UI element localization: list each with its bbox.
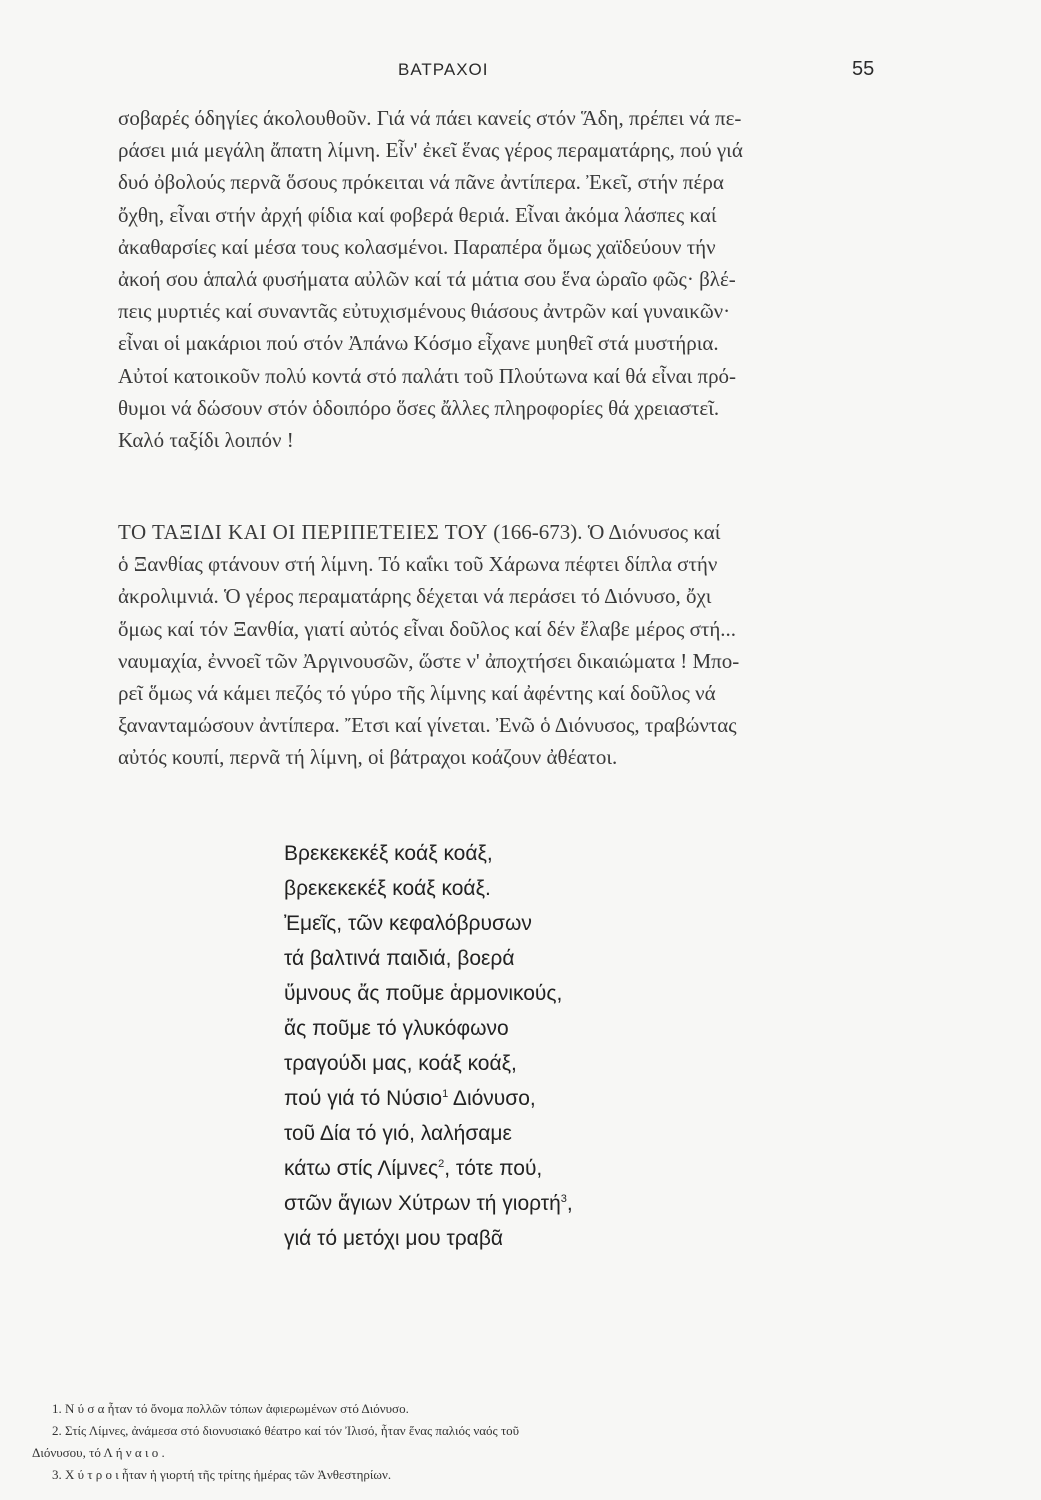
verse-text: ὕμνους ἄς ποῦμε ἁρμονικούς,	[284, 982, 563, 1005]
footnote-text: Στίς Λίμνες, ἀνάμεσα στό διονυσιακό θέατρο καί τόν Ἰλισό, ἦταν ἕνας παλιός ναός τοῦ	[65, 1423, 520, 1438]
verse-text: κάτω στίς Λίμνες	[284, 1157, 439, 1180]
poem-verse	[284, 1221, 573, 1256]
running-title: ΒΑΤΡΑΧΟΙ	[398, 60, 489, 79]
verse-text: βρεκεκεκέξ κοάξ κοάξ.	[284, 877, 491, 900]
verse-text-after: Διόνυσο,	[448, 1087, 536, 1110]
verse-text: πού γιά τό Νύσιο	[284, 1087, 443, 1110]
footnote-ref-2[interactable]: 2	[438, 1158, 445, 1170]
poem-verse	[284, 976, 573, 1011]
footnote-text: Διόνυσου, τό Λ ή ν α ι ο .	[32, 1445, 165, 1460]
text-line: δυό ὀβολούς περνᾶ ὅσους πρόκειται νά πᾶνε ἀντίπερα. Ἐκεῖ, στήν πέρα	[118, 170, 724, 195]
text-line: ἀκαθαρσίες καί μέσα τους κολασμένοι. Παραπέρα ὅμως χαϊδεύουν τήν	[118, 234, 716, 259]
verse-text: ἄς ποῦμε τό γλυκόφωνο	[284, 1017, 509, 1040]
poem	[284, 836, 573, 1256]
text-line: ξανανταμώσουν ἀντίπερα. Ἔτσι καί γίνεται. Ἐνῶ ὁ Διόνυσος, τραβώντας	[118, 713, 737, 738]
footnote-3	[24, 1464, 884, 1486]
footnote-number: 2.	[52, 1423, 62, 1438]
text-line: ρεῖ ὅμως νά κάμει πεζός τό γύρο τῆς λίμνης καί ἀφέντης καί δοῦλος νά	[118, 680, 716, 705]
text-line: θυμοι νά δώσουν στόν ὁδοιπόρο ὅσες ἄλλες πληροφορίες θά χρειαστεῖ.	[118, 395, 720, 420]
text-line: ὁ Ξανθίας φτάνουν στή λίμνη. Τό καΐκι τοῦ Χάρωνα πέφτει δίπλα στήν	[118, 552, 718, 577]
poem-verse	[284, 871, 573, 906]
poem-verse	[284, 1046, 573, 1081]
footnote-2	[24, 1420, 884, 1442]
poem-verse	[284, 1116, 573, 1151]
verse-text: γιά τό μετόχι μου τραβᾶ	[284, 1227, 504, 1250]
poem-verse	[284, 1186, 573, 1221]
footnote-1	[24, 1398, 884, 1420]
text-line: Καλό ταξίδι λοιπόν !	[118, 427, 294, 452]
footnote-number: 3.	[52, 1467, 62, 1482]
section-heading: ΤΟ ΤΑΞΙΔΙ ΚΑΙ ΟΙ ΠΕΡΙΠΕΤΕΙΕΣ ΤΟΥ	[118, 520, 488, 544]
text-line: Αὐτοί κατοικοῦν πολύ κοντά στό παλάτι τοῦ Πλούτωνα καί θά εἶναι πρό-	[118, 363, 737, 388]
verse-text: τοῦ Δία τό γιό, λαλήσαμε	[284, 1122, 512, 1145]
footnote-text: Χ ύ τ ρ ο ι ἦταν ἡ γιορτή τῆς τρίτης ἡμέρας τῶν Ἀνθεστηρίων.	[65, 1467, 392, 1482]
section-heading-line	[118, 516, 886, 548]
footnote-ref-1[interactable]: 1	[442, 1088, 449, 1100]
section-heading-rest: (166-673). Ὁ Διόνυσος καί	[488, 520, 721, 544]
text-line: εἶναι οἱ μακάριοι πού στόν Ἀπάνω Κόσμο εἶχανε μυηθεῖ στά μυστήρια.	[118, 331, 719, 356]
text-line: ὅμως καί τόν Ξανθία, γιατί αὐτός εἶναι δοῦλος καί δέν ἔλαβε μέρος στή...	[118, 616, 737, 641]
paragraph-2	[118, 516, 886, 774]
text-line: σοβαρές όδηγίες άκολουθοῦν. Γιά νά πάει κανείς στόν Ἅδη, πρέπει νά πε-	[118, 106, 742, 130]
text-line: αὐτός κουπί, περνᾶ τή λίμνη, οἱ βάτραχοι κοάζουν ἀθέατοι.	[118, 745, 618, 770]
poem-verse	[284, 906, 573, 941]
footnotes	[24, 1398, 884, 1486]
verse-text-after: ,	[566, 1192, 573, 1215]
text-line: πεις μυρτιές καί συναντᾶς εὐτυχισμένους θιάσους ἀντρῶν καί γυναικῶν·	[118, 299, 731, 324]
footnote-2-continued	[24, 1442, 884, 1464]
running-header	[0, 58, 1041, 88]
text-line: ἀκρολιμνιά. Ὁ γέρος περαματάρης δέχεται νά περάσει τό Διόνυσο, ὄχι	[118, 584, 712, 609]
poem-verse	[284, 941, 573, 976]
text-line: ὄχθη, εἶναι στήν ἀρχή φίδια καί φοβερά θεριά. Εἶναι ἀκόμα λάσπες καί	[118, 202, 717, 227]
footnote-text: Ν ύ σ α ἦταν τό ὄνομα πολλῶν τόπων ἀφιερωμένων στό Διόνυσο.	[65, 1401, 409, 1416]
paragraph-1	[118, 102, 886, 456]
page-number: 55	[852, 58, 875, 80]
verse-text: Βρεκεκεκέξ κοάξ κοάξ,	[284, 842, 493, 865]
verse-text: τραγούδι μας, κοάξ κοάξ,	[284, 1052, 517, 1075]
poem-verse	[284, 1151, 573, 1186]
verse-text: τά βαλτινά παιδιά, βοερά	[284, 947, 515, 970]
poem-verse	[284, 1011, 573, 1046]
text-line: ναυμαχία, ἐννοεῖ τῶν Ἀργινουσῶν, ὥστε ν' ἀποχτήσει δικαιώματα ! Μπο-	[118, 648, 740, 673]
verse-text: στῶν ἅγιων Χύτρων τή γιορτή	[284, 1192, 561, 1215]
footnote-ref-3[interactable]: 3	[560, 1193, 567, 1205]
verse-text-after: , τότε πού,	[444, 1157, 543, 1180]
poem-verse	[284, 1081, 573, 1116]
verse-text: Ἐμεῖς, τῶν κεφαλόβρυσων	[284, 912, 532, 935]
poem-verse	[284, 836, 573, 871]
footnote-number: 1.	[52, 1401, 62, 1416]
text-line: ράσει μιά μεγάλη ἄπατη λίμνη. Εἶν' ἐκεῖ ἕνας γέρος περαματάρης, πού γιά	[118, 138, 743, 163]
text-line: ἀκοή σου ἁπαλά φυσήματα αὐλῶν καί τά μάτια σου ἕνα ὡραῖο φῶς· βλέ-	[118, 266, 736, 291]
